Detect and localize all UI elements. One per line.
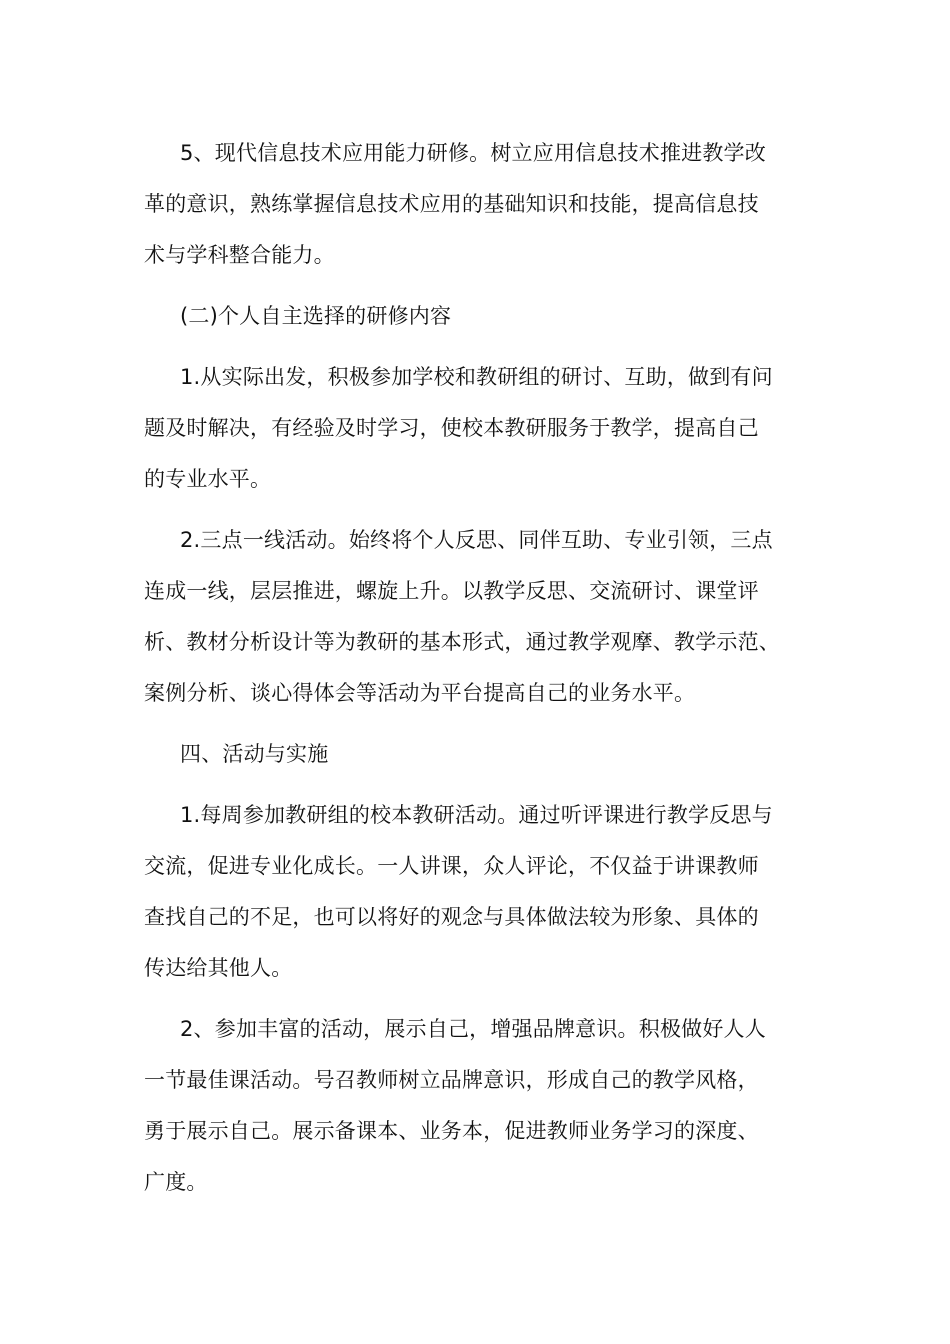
text-line: 析、教材分析设计等为教研的基本形式，通过教学观摩、教学示范、	[144, 630, 780, 654]
text-line: 革的意识，熟练掌握信息技术应用的基础知识和技能，提高信息技	[144, 192, 759, 216]
text-line: 5、现代信息技术应用能力研修。树立应用信息技术推进教学改	[180, 141, 766, 165]
text-line: 题及时解决，有经验及时学习，使校本教研服务于教学，提高自己	[144, 416, 759, 440]
text-line: 术与学科整合能力。	[144, 243, 335, 267]
text-line: 广度。	[144, 1170, 208, 1194]
text-line: 的专业水平。	[144, 467, 272, 491]
paragraph-practical-start	[144, 352, 808, 505]
text-line: 交流，促进专业化成长。一人讲课，众人评论，不仅益于讲课教师	[144, 854, 759, 878]
text-line: 查找自己的不足，也可以将好的观念与具体做法较为形象、具体的	[144, 905, 759, 929]
document-body	[144, 128, 808, 1218]
paragraph-info-tech-training	[144, 128, 808, 281]
text-line: 一节最佳课活动。号召教师树立品牌意识，形成自己的教学风格，	[144, 1068, 759, 1092]
paragraph-weekly-research	[144, 790, 808, 994]
text-line: 1.每周参加教研组的校本教研活动。通过听评课进行教学反思与	[180, 803, 773, 827]
text-line: 2、参加丰富的活动，展示自己，增强品牌意识。积极做好人人	[180, 1017, 766, 1041]
section-heading-personal-content	[144, 291, 808, 342]
text-line: 传达给其他人。	[144, 956, 293, 980]
text-line: 1.从实际出发，积极参加学校和教研组的研讨、互助，做到有问	[180, 365, 773, 389]
text-line: 四、活动与实施	[180, 742, 329, 766]
section-heading-activities	[144, 729, 808, 780]
paragraph-brand-awareness	[144, 1004, 808, 1208]
text-line: 2.三点一线活动。始终将个人反思、同伴互助、专业引领，三点	[180, 528, 773, 552]
text-line: 勇于展示自己。展示备课本、业务本，促进教师业务学习的深度、	[144, 1119, 759, 1143]
text-line: (二)个人自主选择的研修内容	[180, 304, 452, 328]
paragraph-three-points-activity	[144, 515, 808, 719]
text-line: 连成一线，层层推进，螺旋上升。以教学反思、交流研讨、课堂评	[144, 579, 759, 603]
text-line: 案例分析、谈心得体会等活动为平台提高自己的业务水平。	[144, 681, 696, 705]
